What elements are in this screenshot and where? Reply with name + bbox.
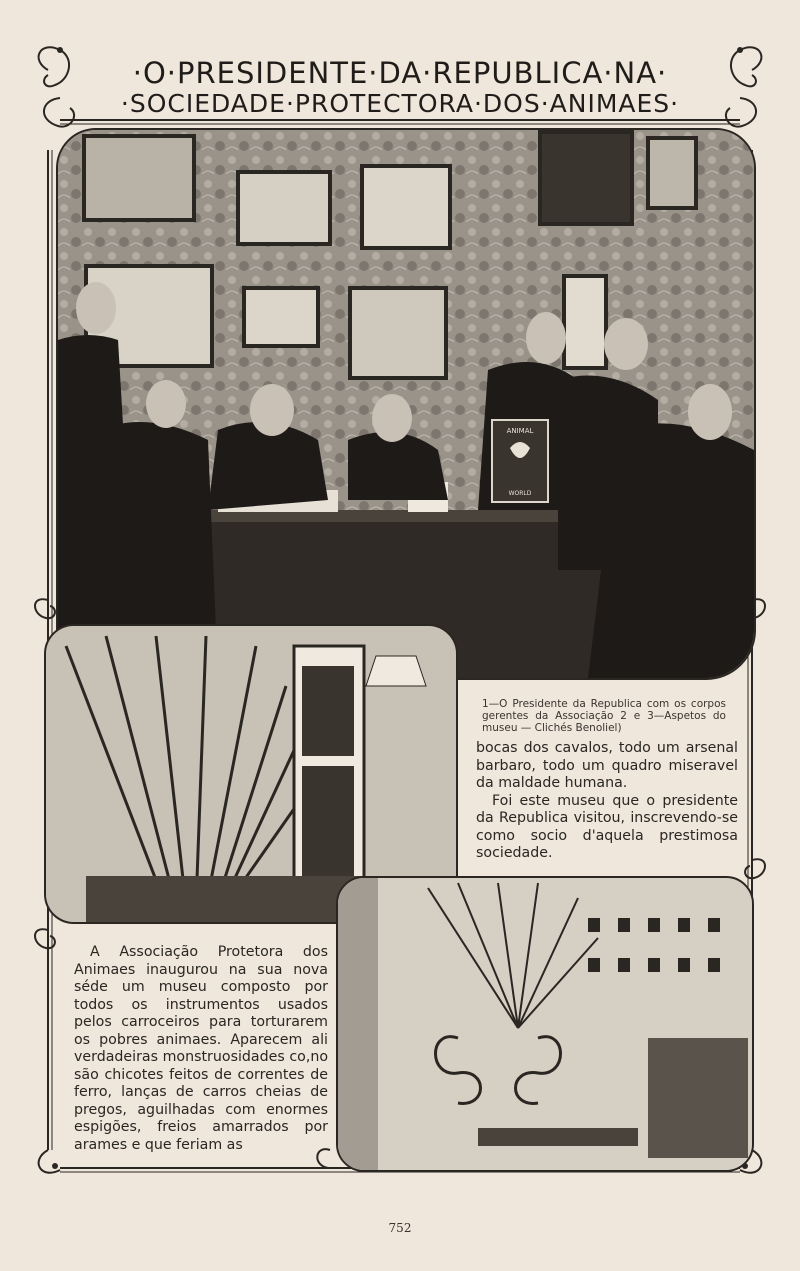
photo-president-meeting-image	[58, 130, 754, 678]
article-intro-para: A Associação Protetora dos Animaes inaugurou na sua nova séde um museu composto por todos os instrumentos usados pelos carroceiros para torturarem os pobres animaes. Aparecem ali verdadeiras monstruosidades co,no são chicotes feitos de correntes de ferro, lanças de carros cheias de pregos, aguilhadas com enormes espigões, freios amarrados por arames e que feriam as	[74, 944, 328, 1153]
article-continuation-para-2: Foi este museu que o presidente da Republica visitou, inscrevendo-se como socio d'aquela prestimosa sociedade.	[476, 792, 738, 861]
photo-museum-aspect-2-image	[338, 878, 752, 1170]
photo-museum-aspect-2	[336, 876, 754, 1172]
article-continuation	[476, 740, 738, 863]
photo-caption: 1—O Presidente da Republica com os corpos gerentes da Associação 2 e 3—Aspetos do museu — Clichés Benoliel)	[482, 698, 726, 734]
page-number: 752	[388, 1221, 412, 1235]
book-cover-subtitle: WORLD	[508, 490, 532, 497]
article-continuation-para-1: bocas dos cavalos, todo um arsenal barbaro, todo um quadro miseravel da maldade humana.	[476, 740, 738, 791]
article-intro	[74, 944, 328, 1154]
book-cover-title: ANIMAL	[506, 427, 534, 435]
photo-president-meeting	[56, 128, 756, 680]
headline-line-2: ·SOCIEDADE·PROTECTORA·DOS·ANIMAES·	[120, 89, 680, 118]
headline-line-1: ·O·PRESIDENTE·DA·REPUBLICA·NA·	[132, 56, 668, 90]
